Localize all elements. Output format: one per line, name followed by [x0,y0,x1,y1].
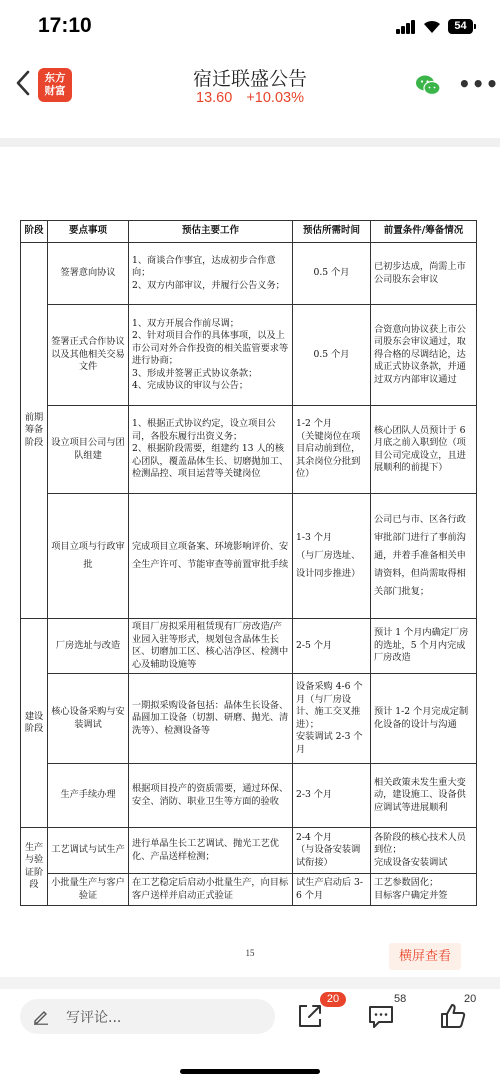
more-options-icon[interactable]: ••• [458,72,500,96]
pre-cell: 公司已与市、区各行政审批部门进行了事前沟通，并着手准备相关申请资料，但尚需取得相关部门批复； [371,494,477,619]
table-row [21,828,477,874]
work-cell: 1、商谈合作事宜，达成初步合作意向； 2、双方内部审议，并履行公告义务； [129,243,293,305]
time-cell: 设备采购 4-6 个月（与厂房设计、施工交叉推进）； 安装调试 2-3 个月 [293,674,371,764]
work-cell: 进行单晶生长工艺调试、抛光工艺优化、产品送样检测； [129,828,293,874]
time-cell: 试生产启动后 3-6 个月 [293,874,371,906]
landscape-view-button[interactable]: 横屏查看 [389,943,461,970]
thumbs-up-icon[interactable] [438,1001,468,1031]
item-cell: 核心设备采购与安装调试 [48,674,129,764]
item-cell: 工艺调试与试生产 [48,828,129,874]
time-cell: 0.5 个月 [293,305,371,406]
comment-placeholder: 写评论... [66,1010,122,1026]
table-row [21,243,477,305]
table-row [21,764,477,828]
signal-icon [396,20,416,34]
wifi-icon [422,18,442,34]
table-header: 前置条件/筹备情况 [371,221,477,243]
table-row [21,874,477,906]
table-header-row [21,221,477,243]
status-time: 17:10 [38,14,92,37]
time-cell: 0.5 个月 [293,243,371,305]
time-cell: 2-5 个月 [293,619,371,674]
comment-icon[interactable] [366,1001,396,1031]
schedule-table [20,220,477,906]
header [0,50,500,122]
item-cell: 生产手续办理 [48,764,129,828]
work-cell: 1、根据正式协议约定，设立项目公司，各股东履行出资义务； 2、根据阶段需要，组建约 13 人的核心团队，覆盖晶体生长、切磨抛加工、检测品控、项目运营等关键岗位 [129,406,293,494]
wechat-share-icon[interactable] [415,74,441,96]
stock-change: +10.03% [246,90,304,106]
work-cell: 项目厂房拟采用租赁现有厂房改造/产业园入驻等形式，规划包含晶体生长区、切磨加工区、核心洁净区、检测中心及辅助设施等 [129,619,293,674]
item-cell: 签署正式合作协议以及其他相关交易文件 [48,305,129,406]
pre-cell: 各阶段的核心技术人员到位； 完成设备安装调试 [371,828,477,874]
battery-tip [474,24,476,29]
pre-cell: 已初步达成，尚需上市公司股东会审议 [371,243,477,305]
work-cell: 1、双方开展合作前尽调； 2、针对项目合作的具体事项，以及上市公司对外合作投资的相关监管要求等进行协商； 3、形成并签署正式协议条款； 4、完成协议的审议与公告； [129,305,293,406]
stage-cell: 生产与验证阶段 [21,828,48,906]
pre-cell: 工艺参数固化； 目标客户确定并签 [371,874,477,906]
table-header: 要点事项 [48,221,129,243]
divider [0,138,500,147]
comment-input[interactable] [20,999,275,1034]
comment-count: 58 [394,993,407,1005]
pre-cell: 核心团队人员预计于 6 月底之前入职到位（项目公司完成设立，且进展顺利的前提下） [371,406,477,494]
item-cell: 小批量生产与客户验证 [48,874,129,906]
stage-cell: 建设阶段 [21,619,48,828]
time-cell: 2-3 个月 [293,764,371,828]
share-count-badge: 20 [320,992,346,1007]
bottom-action-bar [0,989,500,1082]
item-cell: 签署意向协议 [48,243,129,305]
pre-cell: 合资意向协议获上市公司股东会审议通过，取得合格的尽调结论，达成正式协议条款，并通过双方内部审议通过 [371,305,477,406]
work-cell: 一期拟采购设备包括：晶体生长设备、晶圆加工设备（切割、研磨、抛光、清洗等）、检测设备等 [129,674,293,764]
item-cell: 设立项目公司与团队组建 [48,406,129,494]
table-header: 预估所需时间 [293,221,371,243]
table-header: 阶段 [21,221,48,243]
item-cell: 厂房选址与改造 [48,619,129,674]
home-indicator [180,1069,320,1074]
status-bar [0,0,500,50]
item-cell: 项目立项与行政审批 [48,494,129,619]
time-cell: 1-2 个月 （关键岗位在项目启动前到位，其余岗位分批到位） [293,406,371,494]
share-icon[interactable] [295,1001,325,1031]
page-title: 宿迁联盛公告 [192,68,307,90]
work-cell: 根据项目投产的资质需要，通过环保、安全、消防、职业卫生等方面的验收 [129,764,293,828]
pre-cell: 相关政策未发生重大变动，建设施工、设备供应调试等进展顺利 [371,764,477,828]
pre-cell: 预计 1 个月内确定厂房的选址，5 个月内完成厂房改造 [371,619,477,674]
document-page[interactable] [0,147,500,977]
table-row [21,305,477,406]
eastmoney-logo: 东方 财富 [38,68,72,102]
time-cell: 1-3 个月 （与厂房选址、设计同步推进） [293,494,371,619]
divider [0,977,500,989]
table-header: 预估主要工作 [129,221,293,243]
table-row [21,674,477,764]
like-count: 20 [464,993,477,1005]
pre-cell: 预计 1-2 个月完成定制化设备的设计与沟通 [371,674,477,764]
battery-icon: 54 [448,19,473,34]
work-cell: 完成项目立项备案、环境影响评价、安全生产许可、节能审查等前置审批手续 [129,494,293,619]
work-cell: 在工艺稳定后启动小批量生产，向目标客户送样并启动正式验证 [129,874,293,906]
page-number: 15 [245,948,255,958]
table-row [21,406,477,494]
stock-price: 13.60 [196,90,233,106]
table-row [21,619,477,674]
time-cell: 2-4 个月 （与设备安装调试衔接） [293,828,371,874]
pencil-icon [32,1007,50,1025]
table-row [21,494,477,619]
stage-cell: 前期筹备阶段 [21,243,48,619]
